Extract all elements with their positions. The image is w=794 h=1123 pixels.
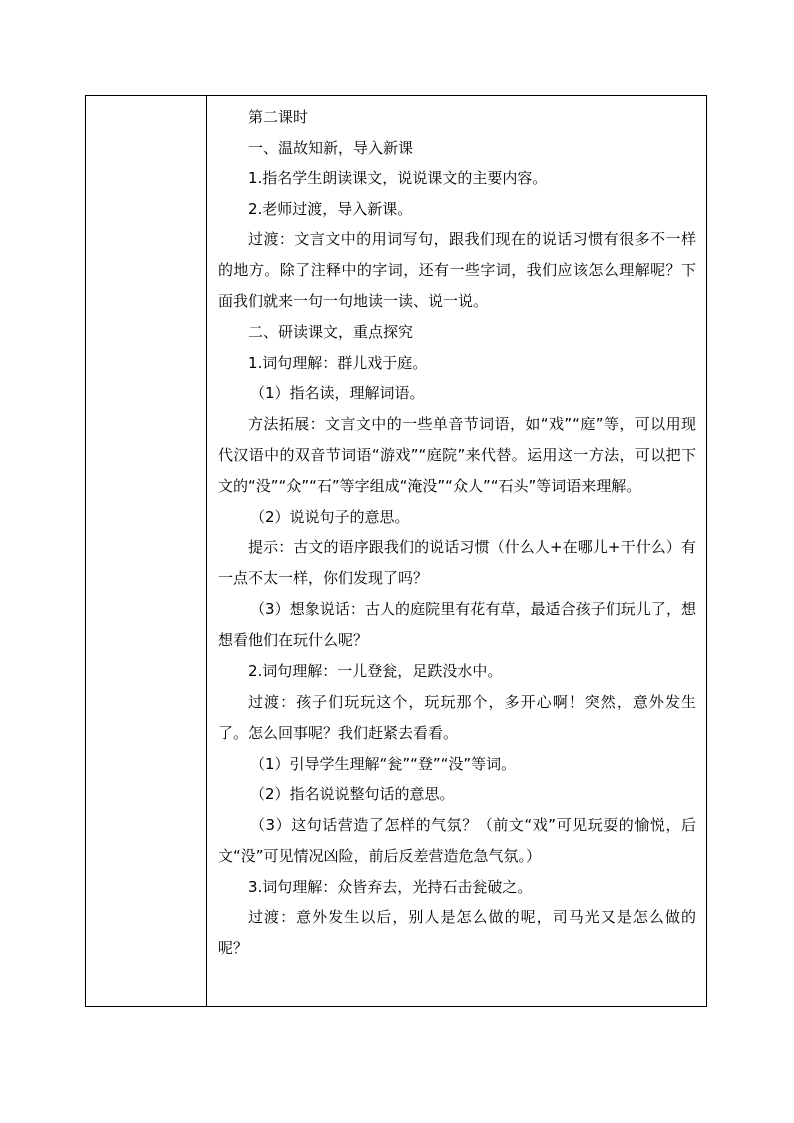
sub-step: （2）指名说说整句话的意思。: [250, 785, 455, 803]
transition-paragraph: 过渡：意外发生以后，别人是怎么做的呢，司马光又是怎么做的呢？: [218, 908, 696, 957]
lesson-step: 3.词句理解：众皆弃去，光持石击瓮破之。: [248, 877, 533, 896]
method-paragraph: 方法拓展：文言文中的一些单音节词语，如“戏”“庭”等，可以用现代汉语中的双音节词语“游戏”“庭院”来代替。运用这一方法，可以把下文的“没”“众”“石”等字组成“淹没”“众人”“石头”等词语来理解。: [218, 414, 696, 495]
left-column-cell: [86, 96, 207, 1006]
section-heading: 一、温故知新，导入新课: [248, 138, 414, 157]
lesson-step: 1.词句理解：群儿戏于庭。: [248, 353, 428, 372]
section-heading: 二、研读课文，重点探究: [248, 323, 414, 341]
hint-paragraph: 提示：古文的语序跟我们的说话习惯（什么人+在哪儿+干什么）有一点不太一样，你们发现了吗？: [218, 538, 696, 587]
lesson-step: 2.老师过渡，导入新课。: [248, 199, 413, 218]
lesson-table: [85, 95, 707, 1007]
lesson-step: 1.指名学生朗读课文，说说课文的主要内容。: [248, 169, 548, 187]
sub-step: （1）指名读，理解词语。: [250, 384, 425, 402]
lesson-content-cell: [208, 96, 706, 1006]
sub-step: （3）想象说话：古人的庭院里有花有草，最适合孩子们玩儿了，想想看他们在玩什么呢？: [218, 600, 696, 649]
transition-paragraph: 过渡：文言文中的用词写句，跟我们现在的说话习惯有很多不一样的地方。除了注释中的字词，还有一些字词，我们应该怎么理解呢？下面我们就来一句一句地读一读、说一说。: [218, 230, 696, 310]
transition-paragraph: 过渡：孩子们玩玩这个，玩玩那个，多开心啊！突然，意外发生了。怎么回事呢？我们赶紧去看看。: [218, 692, 696, 742]
lesson-heading: 第二课时: [248, 108, 309, 126]
sub-step: （3）这句话营造了怎样的气氛？（前文“戏”可见玩耍的愉悦，后文“没”可见情况凶险，前后反差营造危急气氛。）: [218, 815, 696, 865]
sub-step: （1）引导学生理解“瓮”“登”“没”等词。: [250, 754, 517, 773]
sub-step: （2）说说句子的意思。: [250, 507, 410, 526]
lesson-step: 2.词句理解：一儿登瓮，足跌没水中。: [248, 662, 503, 680]
